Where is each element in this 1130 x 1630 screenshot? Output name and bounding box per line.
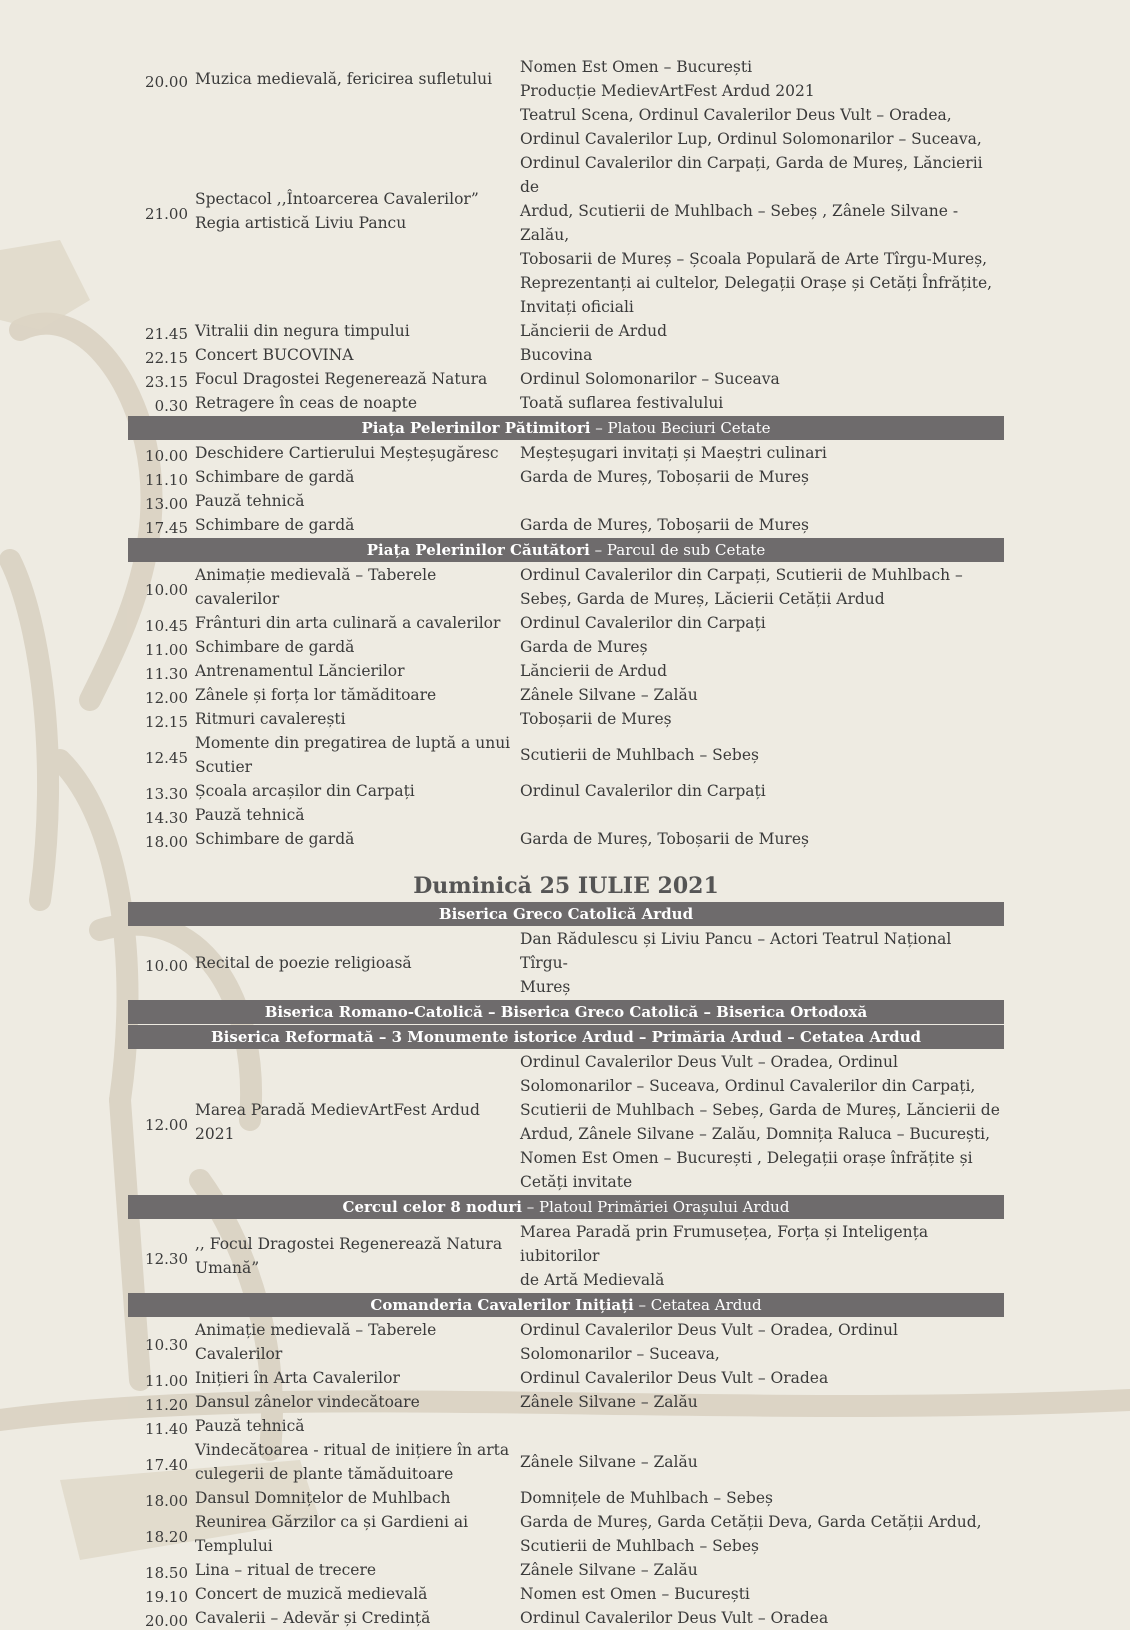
participant-line: Domnițele de Muhlbach – Sebeș — [520, 1489, 773, 1507]
event-activity — [188, 1510, 512, 1558]
activity-line: Deschidere Cartierului Meșteșugăresc — [195, 444, 499, 462]
schedule-row — [128, 563, 1004, 611]
event-participants — [512, 611, 1004, 635]
event-activity — [188, 1558, 512, 1582]
event-activity — [188, 391, 512, 415]
event-participants — [512, 1582, 1004, 1606]
event-activity — [188, 611, 512, 635]
participant-line: Scutierii de Muhlbach – Sebeș — [520, 1537, 759, 1555]
schedule-row — [128, 1050, 1004, 1194]
event-participants — [512, 827, 1004, 851]
participant-line: Ordinul Cavalerilor Deus Vult – Oradea — [520, 1609, 829, 1627]
schedule-row — [128, 55, 1004, 103]
event-participants — [512, 513, 1004, 537]
day-title: Duminică 25 IULIE 2021 — [413, 873, 719, 899]
activity-line: Școala arcașilor din Carpați — [195, 782, 415, 800]
event-time: 10.45 — [145, 617, 188, 635]
participant-line: Zânele Silvane – Zalău — [520, 686, 698, 704]
event-participants — [512, 343, 1004, 367]
event-time: 10.00 — [145, 581, 188, 599]
venue-name: Biserica Greco Catolică Ardud — [438, 905, 694, 923]
schedule-row — [128, 1366, 1004, 1390]
schedule-row — [128, 1414, 1004, 1438]
schedule-row — [128, 1318, 1004, 1366]
event-activity — [188, 683, 512, 707]
venue-band — [128, 1293, 1004, 1317]
event-participants — [512, 635, 1004, 659]
participant-line: Lăncierii de Ardud — [520, 662, 668, 680]
event-participants — [512, 1558, 1004, 1582]
event-activity — [188, 1414, 512, 1438]
schedule-row — [128, 659, 1004, 683]
activity-line: Animație medievală – Taberele — [195, 566, 437, 584]
event-time: 11.20 — [145, 1396, 188, 1414]
event-time: 21.00 — [145, 205, 188, 223]
participant-line: Dan Rădulescu și Liviu Pancu – Actori Teatrul Național Tîrgu- — [520, 930, 952, 972]
participant-line — [520, 489, 1004, 513]
activity-line: Vitralii din negura timpului — [195, 322, 410, 340]
participant-line: Garda de Mureș, Garda Cetății Deva, Garda Cetății Ardud, — [520, 1513, 982, 1531]
participant-line: Toboșarii de Mureș — [520, 710, 672, 728]
event-participants — [512, 55, 1004, 103]
participant-line — [520, 803, 1004, 827]
participant-line: Ordinul Cavalerilor din Carpați — [520, 614, 766, 632]
participant-line: Meșteșugari invitați și Maeștri culinari — [520, 444, 827, 462]
activity-line: Schimbare de gardă — [195, 516, 355, 534]
venue-separator: – — [590, 419, 608, 437]
activity-line: Marea Paradă MedievArtFest Ardud 2021 — [195, 1101, 480, 1143]
activity-line: Muzica medievală, fericirea sufletului — [195, 70, 493, 88]
event-time: 11.00 — [145, 641, 188, 659]
venue-name: Biserica Reformată – 3 Monumente istorice Ardud – Primăria Ardud – Cetatea Ardud — [211, 1028, 921, 1046]
event-activity — [188, 1438, 512, 1486]
participant-line: Teatrul Scena, Ordinul Cavalerilor Deus Vult – Oradea, — [520, 106, 952, 124]
venue-name: Piața Pelerinilor Pătimitori — [361, 419, 591, 437]
event-participants — [512, 103, 1004, 319]
schedule-row — [128, 343, 1004, 367]
activity-line: Umană” — [195, 1259, 260, 1277]
event-time: 17.45 — [145, 519, 188, 537]
participant-line: Nomen Est Omen – București — [520, 58, 753, 76]
event-time: 17.40 — [145, 1456, 188, 1474]
participant-line: Tobosarii de Mureș – Școala Populară de Arte Tîrgu-Mureș, — [520, 250, 988, 268]
participant-line — [520, 1414, 1004, 1438]
venue-band — [128, 1000, 1004, 1024]
venue-name: Comanderia Cavalerilor Inițiați — [370, 1296, 634, 1314]
event-time: 10.30 — [145, 1336, 188, 1354]
event-activity — [188, 187, 512, 235]
schedule-row — [128, 1582, 1004, 1606]
event-participants — [512, 803, 1004, 827]
event-time: 20.00 — [145, 73, 188, 91]
participant-line: Nomen Est Omen – București , Delegații orașe înfrățite și — [520, 1149, 973, 1167]
participant-line: Ardud, Zânele Silvane – Zalău, Domnița Raluca – București, — [520, 1125, 991, 1143]
event-participants — [512, 1486, 1004, 1510]
activity-line: Pauză tehnică — [195, 1417, 305, 1435]
event-participants — [512, 563, 1004, 611]
event-activity — [188, 441, 512, 465]
event-activity — [188, 1098, 512, 1146]
event-participants — [512, 1606, 1004, 1630]
activity-line: culegerii de plante tămăduitoare — [195, 1465, 454, 1483]
schedule-row — [128, 683, 1004, 707]
event-participants — [512, 927, 1004, 999]
venue-name: Biserica Romano-Catolică – Biserica Greco Catolică – Biserica Ortodoxă — [264, 1003, 868, 1021]
schedule-row — [128, 927, 1004, 999]
schedule-row — [128, 1438, 1004, 1486]
participant-line: Reprezentanți ai cultelor, Delegații Orașe și Cetăți Înfrățite, — [520, 274, 993, 292]
activity-line: Inițieri în Arta Cavalerilor — [195, 1369, 400, 1387]
activity-line: Cavalerii – Adevăr și Credință — [195, 1609, 431, 1627]
event-time: 12.00 — [145, 1116, 188, 1134]
event-activity — [188, 465, 512, 489]
participant-line: Ordinul Cavalerilor Deus Vult – Oradea, Ordinul — [520, 1321, 898, 1339]
activity-line: Reunirea Gărzilor ca și Gardieni ai — [195, 1513, 469, 1531]
event-activity — [188, 343, 512, 367]
schedule-row — [128, 803, 1004, 827]
event-activity — [188, 951, 512, 975]
activity-line: Schimbare de gardă — [195, 830, 355, 848]
event-participants — [512, 683, 1004, 707]
event-activity — [188, 779, 512, 803]
event-time: 19.10 — [145, 1588, 188, 1606]
schedule-row — [128, 1390, 1004, 1414]
participant-line: Cetăți invitate — [520, 1173, 633, 1191]
activity-line: Cavalerilor — [195, 1345, 283, 1363]
venue-location: Platou Beciuri Cetate — [607, 419, 771, 437]
event-activity — [188, 635, 512, 659]
event-participants — [512, 367, 1004, 391]
participant-line: Ordinul Cavalerilor Deus Vult – Oradea, Ordinul — [520, 1053, 898, 1071]
venue-location: Cetatea Ardud — [650, 1296, 762, 1314]
event-participants — [512, 1318, 1004, 1366]
event-time: 14.30 — [145, 809, 188, 827]
venue-separator: – — [633, 1296, 651, 1314]
event-activity — [188, 1318, 512, 1366]
activity-line: Vindecătoarea - ritual de inițiere în arta — [195, 1441, 510, 1459]
event-activity — [188, 319, 512, 343]
event-time: 11.30 — [145, 665, 188, 683]
participant-line: Garda de Mureș, Toboșarii de Mureș — [520, 468, 809, 486]
venue-location: Parcul de sub Cetate — [606, 541, 766, 559]
activity-line: Animație medievală – Taberele — [195, 1321, 437, 1339]
activity-line: Scutier — [195, 758, 253, 776]
activity-line: Regia artistică Liviu Pancu — [195, 214, 407, 232]
activity-line: Pauză tehnică — [195, 806, 305, 824]
activity-line: Momente din pregatirea de luptă a unui — [195, 734, 511, 752]
event-time: 12.45 — [145, 749, 188, 767]
participant-line: Mureș — [520, 978, 571, 996]
event-time: 12.00 — [145, 689, 188, 707]
schedule-row — [128, 707, 1004, 731]
activity-line: Retragere în ceas de noapte — [195, 394, 418, 412]
participant-line: Ordinul Cavalerilor din Carpați — [520, 782, 766, 800]
activity-line: Concert BUCOVINA — [195, 346, 354, 364]
event-participants — [512, 441, 1004, 465]
schedule-row — [128, 1606, 1004, 1630]
participant-line: Ardud, Scutierii de Muhlbach – Sebeș , Zânele Silvane - Zalău, — [520, 202, 959, 244]
participant-line: Ordinul Solomonarilor – Suceava — [520, 370, 780, 388]
schedule-row — [128, 441, 1004, 465]
schedule-row — [128, 465, 1004, 489]
event-activity — [188, 827, 512, 851]
activity-line: cavalerilor — [195, 590, 280, 608]
event-time: 10.00 — [145, 957, 188, 975]
participant-line: Scutierii de Muhlbach – Sebeș — [520, 746, 759, 764]
venue-band — [128, 1195, 1004, 1219]
participant-line: Zânele Silvane – Zalău — [520, 1393, 698, 1411]
event-time: 18.50 — [145, 1564, 188, 1582]
event-time: 18.00 — [145, 1492, 188, 1510]
participant-line: Toată suflarea festivalului — [520, 394, 724, 412]
participant-line: Nomen est Omen – București — [520, 1585, 750, 1603]
schedule-row — [128, 1486, 1004, 1510]
event-time: 20.00 — [145, 1612, 188, 1630]
event-time: 23.15 — [145, 373, 188, 391]
venue-band — [128, 1025, 1004, 1049]
event-activity — [188, 1232, 512, 1280]
activity-line: Concert de muzică medievală — [195, 1585, 428, 1603]
event-activity — [188, 1366, 512, 1390]
event-activity — [188, 489, 512, 513]
event-time: 12.15 — [145, 713, 188, 731]
event-time: 18.00 — [145, 833, 188, 851]
event-activity — [188, 513, 512, 537]
schedule-row — [128, 367, 1004, 391]
schedule-row — [128, 489, 1004, 513]
event-activity — [188, 367, 512, 391]
activity-line: Frânturi din arta culinară a cavalerilor — [195, 614, 501, 632]
event-time: 13.30 — [145, 785, 188, 803]
schedule-row — [128, 1510, 1004, 1558]
activity-line: Templului — [195, 1537, 273, 1555]
schedule-row — [128, 103, 1004, 319]
activity-line: Dansul zânelor vindecătoare — [195, 1393, 420, 1411]
venue-separator: – — [521, 1198, 540, 1216]
event-activity — [188, 1582, 512, 1606]
event-time: 22.15 — [145, 349, 188, 367]
participant-line: de Artă Medievală — [520, 1271, 665, 1289]
activity-line: Antrenamentul Lăncierilor — [195, 662, 405, 680]
event-time: 18.20 — [145, 1528, 188, 1546]
schedule-row — [128, 1220, 1004, 1292]
event-participants — [512, 319, 1004, 343]
activity-line: Focul Dragostei Regenerează Natura — [195, 370, 488, 388]
participant-line: Invitați oficiali — [520, 298, 634, 316]
event-participants — [512, 659, 1004, 683]
participant-line: Ordinul Cavalerilor din Carpați, Scutierii de Muhlbach – — [520, 566, 963, 584]
event-participants — [512, 743, 1004, 767]
event-activity — [188, 1390, 512, 1414]
participant-line: Garda de Mureș, Toboșarii de Mureș — [520, 830, 809, 848]
participant-line: Marea Paradă prin Frumusețea, Forța și Inteligența iubitorilor — [520, 1223, 929, 1265]
event-time: 11.40 — [145, 1420, 188, 1438]
activity-line: Zânele și forța lor tămăditoare — [195, 686, 437, 704]
participant-line: Lăncierii de Ardud — [520, 322, 668, 340]
event-participants — [512, 707, 1004, 731]
schedule — [128, 55, 1004, 1630]
participant-line: Garda de Mureș — [520, 638, 648, 656]
event-participants — [512, 465, 1004, 489]
event-participants — [512, 779, 1004, 803]
event-participants — [512, 1220, 1004, 1292]
participant-line: Ordinul Cavalerilor Lup, Ordinul Solomonarilor – Suceava, — [520, 130, 982, 148]
participant-line: Bucovina — [520, 346, 593, 364]
event-time: 11.10 — [145, 471, 188, 489]
event-time: 13.00 — [145, 495, 188, 513]
event-activity — [188, 731, 512, 779]
participant-line: Sebeș, Garda de Mureș, Lăcierii Cetății Ardud — [520, 590, 885, 608]
event-participants — [512, 391, 1004, 415]
activity-line: Ritmuri cavalerești — [195, 710, 346, 728]
event-participants — [512, 1414, 1004, 1438]
event-participants — [512, 1510, 1004, 1558]
participant-line: Solomonarilor – Suceava, Ordinul Cavalerilor din Carpați, — [520, 1077, 976, 1095]
participant-line: Zânele Silvane – Zalău — [520, 1561, 698, 1579]
participant-line: Garda de Mureș, Toboșarii de Mureș — [520, 516, 809, 534]
venue-location: Platoul Primăriei Orașului Ardud — [539, 1198, 790, 1216]
schedule-row — [128, 611, 1004, 635]
participant-line: Zânele Silvane – Zalău — [520, 1453, 698, 1471]
participant-line: Producție MedievArtFest Ardud 2021 — [520, 82, 815, 100]
participant-line: Ordinul Cavalerilor Deus Vult – Oradea — [520, 1369, 829, 1387]
venue-separator: – — [589, 541, 607, 559]
schedule-row — [128, 779, 1004, 803]
participant-line: Scutierii de Muhlbach – Sebeș, Garda de Mureș, Lăncierii de — [520, 1101, 1000, 1119]
event-activity — [188, 803, 512, 827]
activity-line: Spectacol ,,Întoarcerea Cavalerilor” — [195, 190, 479, 208]
event-time: 12.30 — [145, 1250, 188, 1268]
event-activity — [188, 1486, 512, 1510]
activity-line: Schimbare de gardă — [195, 638, 355, 656]
activity-line: Lina – ritual de trecere — [195, 1561, 377, 1579]
event-time: 10.00 — [145, 447, 188, 465]
event-activity — [188, 1606, 512, 1630]
event-participants — [512, 1450, 1004, 1474]
venue-name: Cercul celor 8 noduri — [342, 1198, 522, 1216]
event-participants — [512, 1050, 1004, 1194]
event-time: 11.00 — [145, 1372, 188, 1390]
event-activity — [188, 707, 512, 731]
venue-band — [128, 416, 1004, 440]
venue-name: Piața Pelerinilor Căutători — [366, 541, 590, 559]
event-participants — [512, 1366, 1004, 1390]
activity-line: Recital de poezie religioasă — [195, 954, 412, 972]
venue-band — [128, 902, 1004, 926]
participant-line: Ordinul Cavalerilor din Carpați, Garda de Mureș, Lăncierii de — [520, 154, 983, 196]
schedule-row — [128, 1558, 1004, 1582]
event-activity — [188, 563, 512, 611]
activity-line: Schimbare de gardă — [195, 468, 355, 486]
event-participants — [512, 1390, 1004, 1414]
participant-line: Solomonarilor – Suceava, — [520, 1345, 720, 1363]
activity-line: ,, Focul Dragostei Regenerează Natura — [195, 1235, 503, 1253]
schedule-row — [128, 827, 1004, 851]
event-time: 21.45 — [145, 325, 188, 343]
activity-line: Dansul Domnițelor de Muhlbach — [195, 1489, 451, 1507]
event-participants — [512, 489, 1004, 513]
event-activity — [188, 67, 512, 91]
schedule-row — [128, 391, 1004, 415]
activity-line: Pauză tehnică — [195, 492, 305, 510]
event-time: 0.30 — [154, 397, 188, 415]
schedule-row — [128, 319, 1004, 343]
venue-band — [128, 538, 1004, 562]
schedule-row — [128, 513, 1004, 537]
event-activity — [188, 659, 512, 683]
schedule-row — [128, 731, 1004, 779]
schedule-row — [128, 635, 1004, 659]
